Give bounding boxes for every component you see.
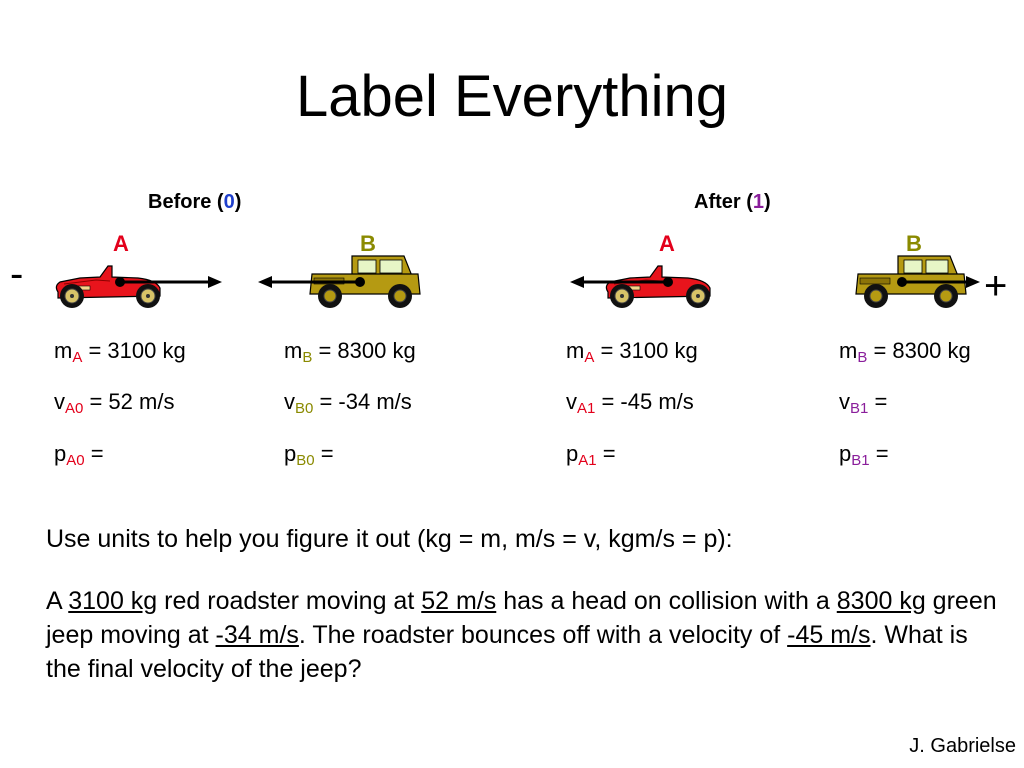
velocity-arrow-left [568, 272, 678, 292]
var-value: = [84, 441, 104, 466]
velocity-arrow-right [114, 272, 224, 292]
problem-text: A [46, 587, 69, 615]
var-value: = [869, 441, 889, 466]
var-symbol: v [839, 389, 850, 414]
var-symbol: m [839, 338, 858, 363]
var-subscript: A [584, 349, 595, 366]
var-value: = 52 m/s [83, 389, 175, 414]
author-credit: J. Gabrielse [909, 735, 1016, 757]
after-heading-label: After ( [694, 191, 753, 213]
var-symbol: p [566, 441, 579, 466]
velocity-a-after [566, 389, 694, 415]
var-subscript: B [857, 349, 868, 366]
after-car-b-label: B [906, 231, 922, 256]
before-heading [148, 190, 241, 214]
var-subscript: B0 [296, 452, 315, 469]
after-heading [694, 190, 771, 214]
problem-text: . What is the final velocity of the jeep? [46, 621, 968, 683]
problem-text: green jeep moving at [46, 587, 997, 649]
before-heading-label: Before ( [148, 191, 224, 213]
var-subscript: B1 [850, 400, 869, 417]
after-heading-number: 1 [752, 191, 765, 213]
velocity-b-before [284, 389, 412, 415]
before-car-a-label: A [113, 231, 129, 256]
var-value: = 3100 kg [594, 338, 698, 363]
problem-text: . The roadster bounces off with a velocity of [298, 621, 788, 649]
mass-b-before [284, 338, 416, 364]
var-value: = 8300 kg [312, 338, 416, 363]
var-subscript: A0 [65, 400, 84, 417]
before-heading-number: 0 [223, 191, 235, 213]
var-symbol: p [284, 441, 297, 466]
var-symbol: v [54, 389, 65, 414]
var-value: = [868, 389, 888, 414]
var-subscript: B1 [851, 452, 870, 469]
mass-b-after [839, 338, 971, 364]
var-symbol: m [54, 338, 73, 363]
momentum-a-after [566, 441, 616, 467]
momentum-b-after [839, 441, 889, 467]
after-heading-close: ) [764, 191, 771, 213]
velocity-arrow-right [896, 272, 986, 292]
var-symbol: m [284, 338, 303, 363]
momentum-a-before [54, 441, 104, 467]
problem-underlined-value: -34 m/s [215, 621, 299, 649]
negative-direction-sign: - [10, 252, 24, 296]
var-value: = 8300 kg [867, 338, 971, 363]
mass-a-after [566, 338, 698, 364]
var-subscript: A0 [66, 452, 85, 469]
problem-underlined-value: -45 m/s [787, 621, 871, 649]
var-value: = [314, 441, 334, 466]
momentum-b-before [284, 441, 334, 467]
problem-text: has a head on collision with a [496, 587, 837, 615]
before-car-b-label: B [360, 231, 376, 256]
var-symbol: v [566, 389, 577, 414]
var-value: = -34 m/s [313, 389, 412, 414]
var-subscript: A1 [577, 400, 596, 417]
problem-text: red roadster moving at [157, 587, 422, 615]
before-heading-close: ) [234, 191, 242, 213]
mass-a-before [54, 338, 186, 364]
var-value: = 3100 kg [82, 338, 186, 363]
velocity-a-before [54, 389, 174, 415]
problem-underlined-value: 3100 kg [68, 587, 158, 615]
var-symbol: v [284, 389, 295, 414]
units-hint: Use units to help you figure it out (kg = m, m/s = v, kgm/s = p): [46, 525, 733, 553]
var-value: = -45 m/s [595, 389, 694, 414]
var-symbol: m [566, 338, 585, 363]
var-subscript: B [302, 349, 313, 366]
problem-underlined-value: 8300 kg [836, 587, 926, 615]
velocity-arrow-left [256, 272, 366, 292]
positive-direction-sign: + [984, 264, 1008, 308]
slide-title: Label Everything [295, 64, 729, 129]
velocity-b-after [839, 389, 887, 415]
var-subscript: A [72, 349, 83, 366]
var-subscript: B0 [295, 400, 314, 417]
var-symbol: p [839, 441, 852, 466]
var-subscript: A1 [578, 452, 597, 469]
problem-statement [46, 584, 1006, 686]
var-symbol: p [54, 441, 67, 466]
var-value: = [596, 441, 616, 466]
problem-underlined-value: 52 m/s [421, 587, 497, 615]
after-car-a-label: A [659, 231, 675, 256]
